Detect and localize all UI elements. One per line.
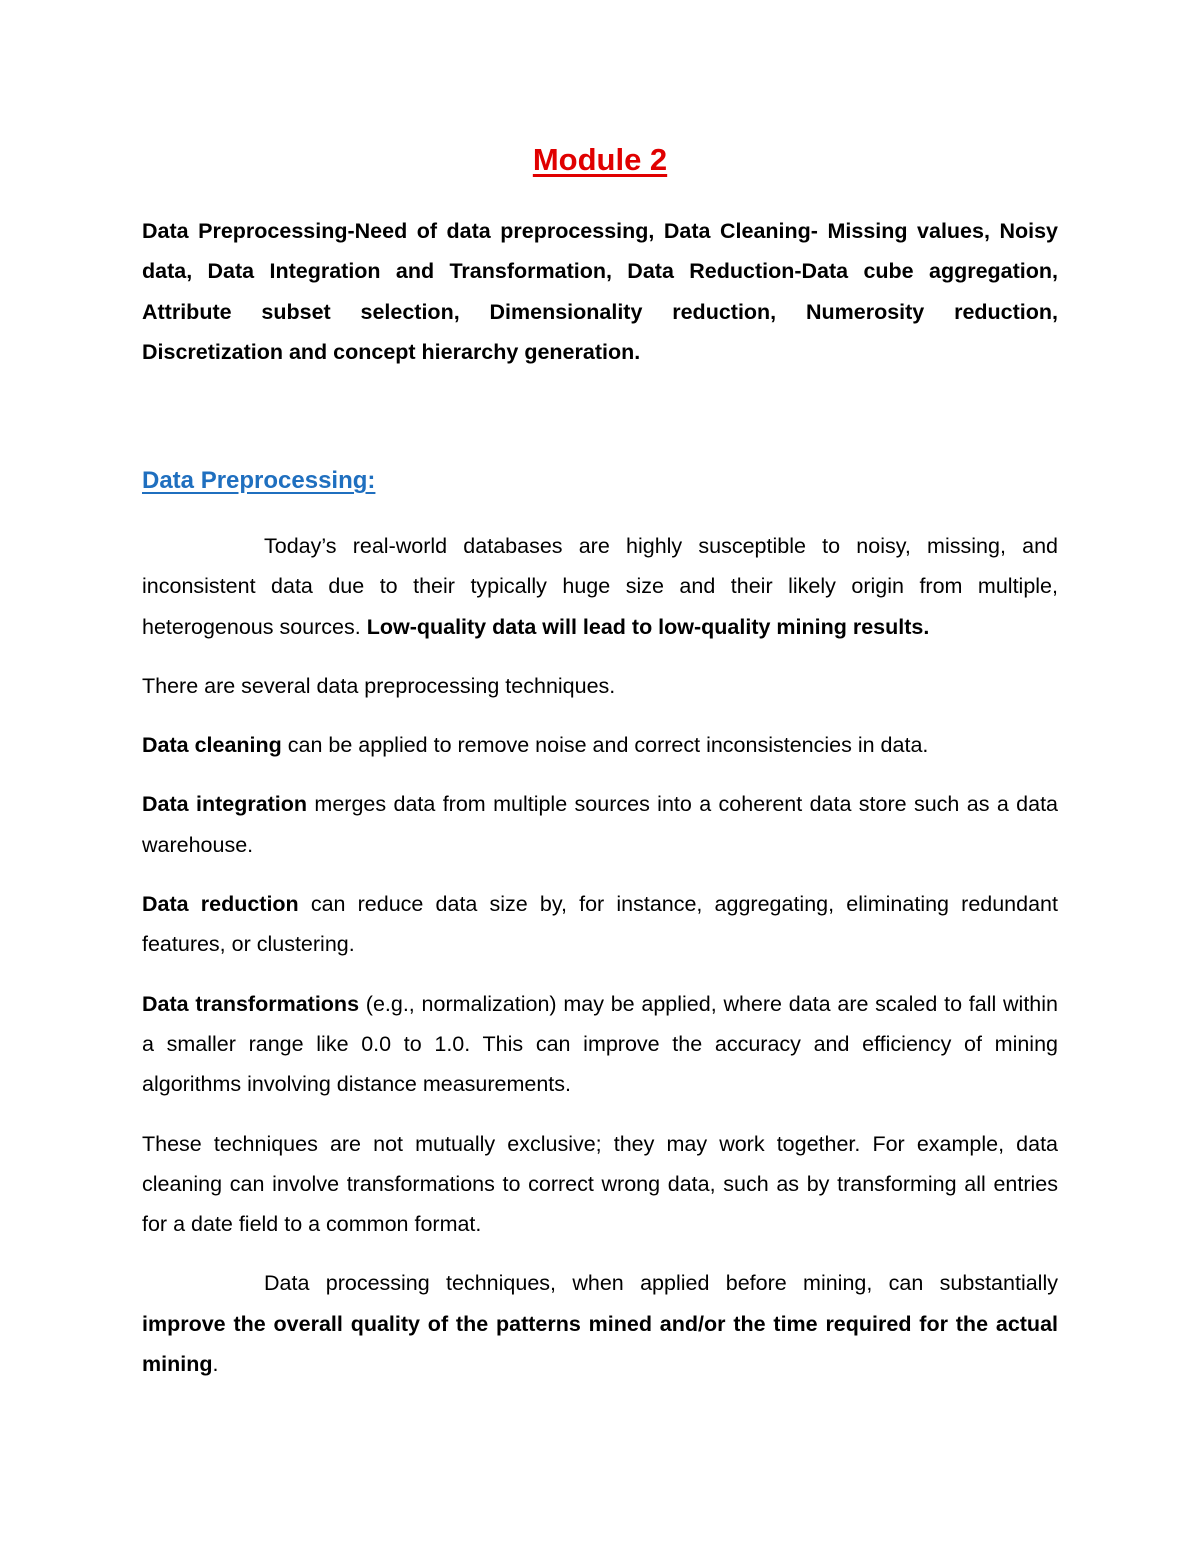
- data-reduction-text: can reduce data size by, for instance, aggregating, eliminating redundant features, or clustering.: [142, 892, 1058, 957]
- data-transformations-paragraph: [142, 984, 1058, 1105]
- techniques-paragraph: There are several data preprocessing techniques.: [142, 673, 616, 698]
- module-title: Module 2: [532, 142, 668, 177]
- exclusive-techniques-paragraph: These techniques are not mutually exclusive; they may work together. For example, data cleaning can involve transformations to correct wrong data, such as by transforming all entries for a date field to a common format.: [142, 1131, 1058, 1237]
- intro-emphasis: Low-quality data will lead to low-quality mining results.: [366, 614, 930, 639]
- data-integration-paragraph: [142, 784, 1058, 865]
- data-reduction-term: Data reduction: [142, 892, 299, 917]
- section-heading-data-preprocessing: Data Preprocessing:: [142, 467, 376, 494]
- intro-text: Today’s real-world databases are highly susceptible to noisy, missing, and inconsistent data due to their typically huge size and their likely origin from multiple, heterogenous sources.: [142, 534, 1058, 639]
- data-transformations-text: (e.g., normalization) may be applied, where data are scaled to fall within a smaller range like 0.0 to 1.0. This can improve the accuracy and efficiency of mining algorithms involving distance measurements.: [142, 991, 1058, 1097]
- data-integration-term: Data integration: [142, 792, 308, 817]
- section-body: [142, 526, 1058, 1403]
- intro-paragraph: [142, 526, 1058, 647]
- data-cleaning-paragraph: [142, 725, 1058, 765]
- closing-paragraph: [142, 1263, 1058, 1384]
- closing-emphasis: improve the overall quality of the patterns mined and/or the time required for the actual mining: [142, 1311, 1058, 1377]
- data-cleaning-text: can be applied to remove noise and correct inconsistencies in data.: [281, 733, 929, 758]
- data-transformations-term: Data transformations: [142, 991, 360, 1016]
- syllabus-summary: Data Preprocessing-Need of data preprocessing, Data Cleaning- Missing values, Noisy data, Data Integration and Transformation, Data Reduction-Data cube aggregation, Attribute subset selection, Dimensionality reduction, Numerosity reduction, Discretization and concept hierarchy generation.: [142, 219, 1058, 364]
- data-cleaning-term: Data cleaning: [142, 733, 282, 758]
- closing-period: .: [212, 1352, 219, 1377]
- data-reduction-paragraph: [142, 884, 1058, 965]
- closing-text: Data processing techniques, when applied before mining, can substantially: [264, 1271, 1058, 1296]
- data-integration-text: merges data from multiple sources into a coherent data store such as a data warehouse.: [142, 792, 1059, 857]
